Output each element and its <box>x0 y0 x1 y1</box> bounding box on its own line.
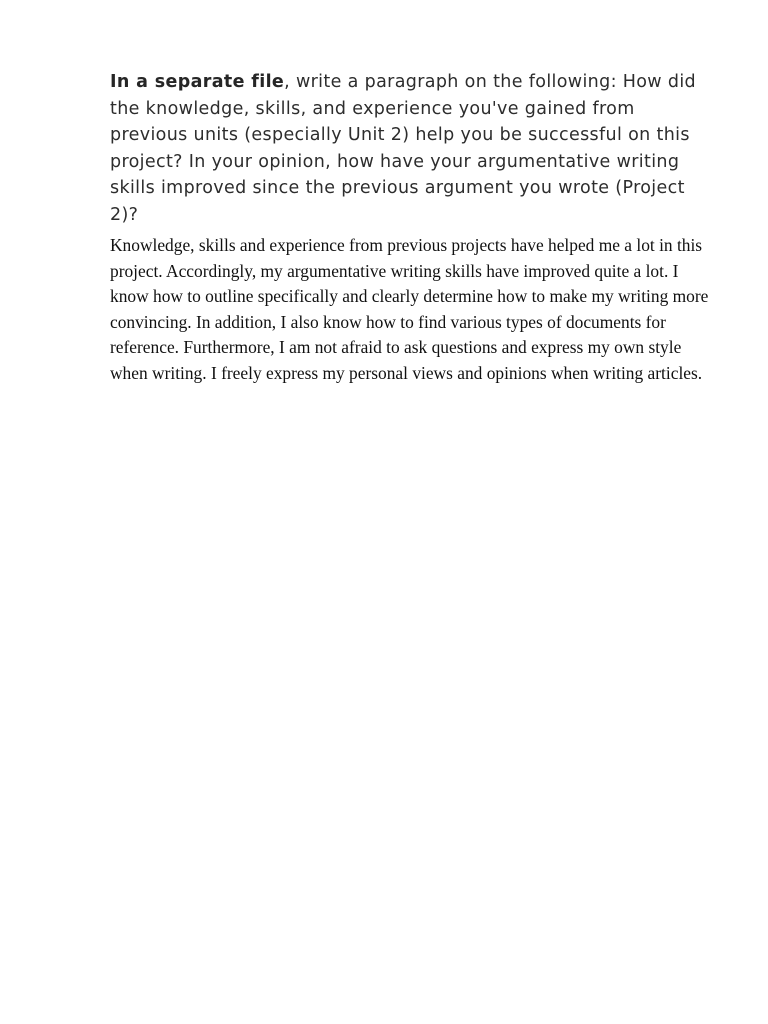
prompt-text: , write a paragraph on the following: How did the knowledge, skills, and experience you've gained from previous units (especially Unit 2) help you be successful on this project? In your opinion, how have your argumentative writing skills improved since the previous argument you wrote (Project 2)? <box>110 72 696 225</box>
answer-paragraph: Knowledge, skills and experience from previous projects have helped me a lot in this project. Accordingly, my argumentative writing skills have improved quite a lot. I know how to outline specifically and clearly determine how to make my writing more convincing. In addition, I also know how to find various types of documents for reference. Furthermore, I am not afraid to ask questions and express my own style when writing. I freely express my personal views and opinions when writing articles. <box>110 235 709 383</box>
prompt-bold-lead: In a separate file <box>110 72 285 92</box>
assignment-prompt <box>110 69 700 229</box>
